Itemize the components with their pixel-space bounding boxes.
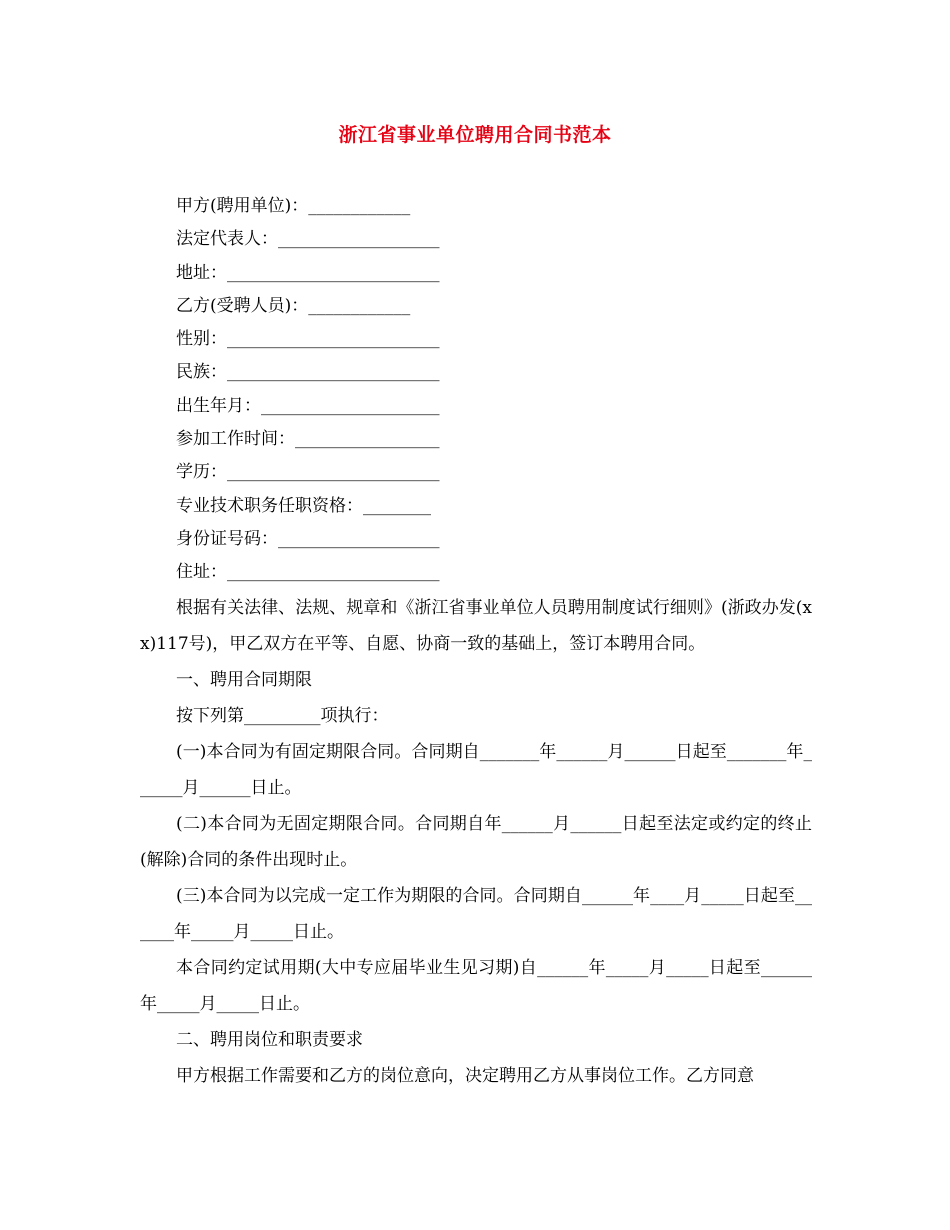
field-birth-date: 出生年月：_____________________ (176, 395, 440, 416)
paragraph-task-term: (三)本合同为以完成一定工作为期限的合同。合同期自______年____月_____日起至______年_____月_____日止。 (140, 885, 812, 942)
field-address: 地址：_________________________ (176, 262, 440, 283)
field-ethnicity: 民族：_________________________ (176, 362, 440, 383)
section-heading-term: 一、聘用合同期限 (176, 669, 312, 690)
field-education: 学历：_________________________ (176, 462, 440, 483)
document-title: 浙江省事业单位聘用合同书范本 (338, 124, 612, 146)
section-heading-position: 二、聘用岗位和职责要求 (176, 1029, 363, 1050)
paragraph-open-term: (二)本合同为无固定期限合同。合同期自年______月______日起至法定或约定的终止(解除)合同的条件出现时止。 (140, 813, 812, 870)
field-party-b: 乙方(受聘人员)：____________ (176, 295, 411, 316)
field-residence: 住址：_________________________ (176, 562, 440, 583)
paragraph-fixed-term: (一)本合同为有固定期限合同。合同期自_______年______月______日起至_______年______月______日止。 (140, 741, 812, 798)
field-party-a: 甲方(聘用单位)：____________ (176, 196, 411, 216)
paragraph-preamble: 根据有关法律、法规、规章和《浙江省事业单位人员聘用制度试行细则》(浙政办发(xx)117号)，甲乙双方在平等、自愿、协商一致的基础上，签订本聘用合同。 (140, 597, 812, 654)
paragraph-probation: 本合同约定试用期(大中专应届毕业生见习期)自______年_____月_____日起至______年_____月_____日止。 (140, 957, 812, 1014)
field-gender: 性别：_________________________ (176, 329, 440, 350)
field-professional-qualification: 专业技术职务任职资格：________ (176, 495, 431, 516)
paragraph-position: 甲方根据工作需要和乙方的岗位意向，决定聘用乙方从事岗位工作。乙方同意 (176, 1065, 754, 1086)
field-legal-representative: 法定代表人：___________________ (176, 229, 440, 250)
field-id-number: 身份证号码：___________________ (176, 528, 440, 549)
field-work-start-date: 参加工作时间：_________________ (176, 429, 440, 450)
document-body (140, 190, 812, 1094)
paragraph-term-option: 按下列第_________项执行： (176, 705, 389, 726)
